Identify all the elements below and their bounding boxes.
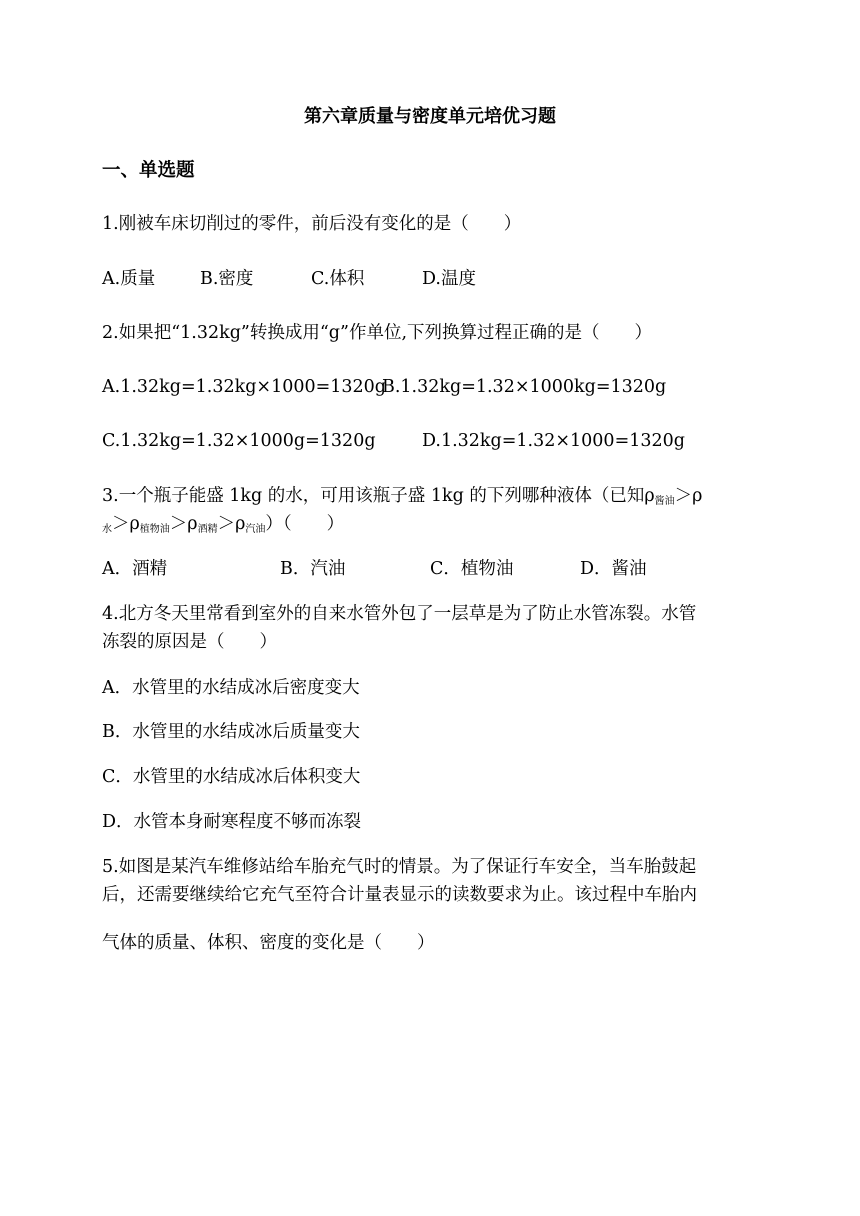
- question-4-option-c: C．水管里的水结成冰后体积变大: [102, 767, 361, 787]
- question-3-option-c: C．植物油: [430, 559, 514, 579]
- rho-symbol: ρ: [129, 514, 140, 534]
- subscript-water: 水: [102, 524, 112, 535]
- question-4-stem-line-1: 4.北方冬天里常看到室外的自来水管外包了一层草是为了防止水管冻裂。水管: [102, 604, 697, 624]
- question-1-option-d: D.温度: [422, 269, 476, 289]
- question-3-option-b: B．汽油: [280, 559, 346, 579]
- subscript-alcohol: 酒精: [197, 524, 218, 535]
- page-title: 第六章质量与密度单元培优习题: [304, 106, 556, 127]
- greater-than-sign: ＞: [217, 514, 236, 534]
- question-3-stem-end: ）（ ）: [265, 514, 345, 534]
- question-1-option-a: A.质量: [102, 269, 156, 289]
- question-2-option-c: C.1.32kg=1.32×1000g=1320g: [102, 431, 376, 451]
- question-4-stem-line-2: 冻裂的原因是（ ）: [102, 632, 277, 652]
- question-2-option-b: B.1.32kg=1.32×1000kg=1320g: [382, 377, 667, 397]
- question-3-stem-line-2: [102, 513, 344, 535]
- question-3-stem-start: 3.一个瓶子能盛 1kg 的水，可用该瓶子盛 1kg 的下列哪种液体（已知: [102, 486, 645, 506]
- rho-symbol: ρ: [644, 486, 655, 506]
- greater-than-sign: ＞: [674, 486, 693, 506]
- question-2-option-a: A.1.32kg=1.32kg×1000=1320g: [102, 377, 387, 397]
- greater-than-sign: ＞: [112, 514, 130, 534]
- question-4-option-d: D．水管本身耐寒程度不够而冻裂: [102, 812, 362, 832]
- subscript-vegetable-oil: 植物油: [139, 524, 170, 535]
- subscript-gasoline: 汽油: [245, 524, 266, 535]
- question-1-stem: 1.刚被车床切削过的零件，前后没有变化的是（ ）: [102, 214, 522, 234]
- rho-symbol: ρ: [692, 486, 703, 506]
- question-1-option-b: B.密度: [200, 269, 254, 289]
- question-2-option-d: D.1.32kg=1.32×1000=1320g: [422, 431, 685, 451]
- question-5-stem-line-2: 后，还需要继续给它充气至符合计量表显示的读数要求为止。该过程中车胎内: [102, 885, 697, 905]
- question-4-option-b: B．水管里的水结成冰后质量变大: [102, 722, 360, 742]
- question-5-stem-line-1: 5.如图是某汽车维修站给车胎充气时的情景。为了保证行车安全，当车胎鼓起: [102, 857, 697, 877]
- question-4-option-a: A．水管里的水结成冰后密度变大: [102, 678, 360, 698]
- rho-symbol: ρ: [187, 514, 198, 534]
- subscript-soy-sauce: 酱油: [654, 496, 675, 507]
- question-3-stem-line-1: [102, 485, 702, 507]
- greater-than-sign: ＞: [169, 514, 188, 534]
- question-1-option-c: C.体积: [311, 269, 365, 289]
- question-5-stem-line-3: 气体的质量、体积、密度的变化是（ ）: [102, 933, 435, 953]
- rho-symbol: ρ: [235, 514, 246, 534]
- section-heading: 一、单选题: [102, 160, 195, 181]
- question-2-stem: 2.如果把“1.32kg”转换成用“g”作单位,下列换算过程正确的是（ ）: [102, 323, 653, 343]
- question-3-option-d: D．酱油: [580, 559, 647, 579]
- question-3-option-a: A．酒精: [102, 559, 168, 579]
